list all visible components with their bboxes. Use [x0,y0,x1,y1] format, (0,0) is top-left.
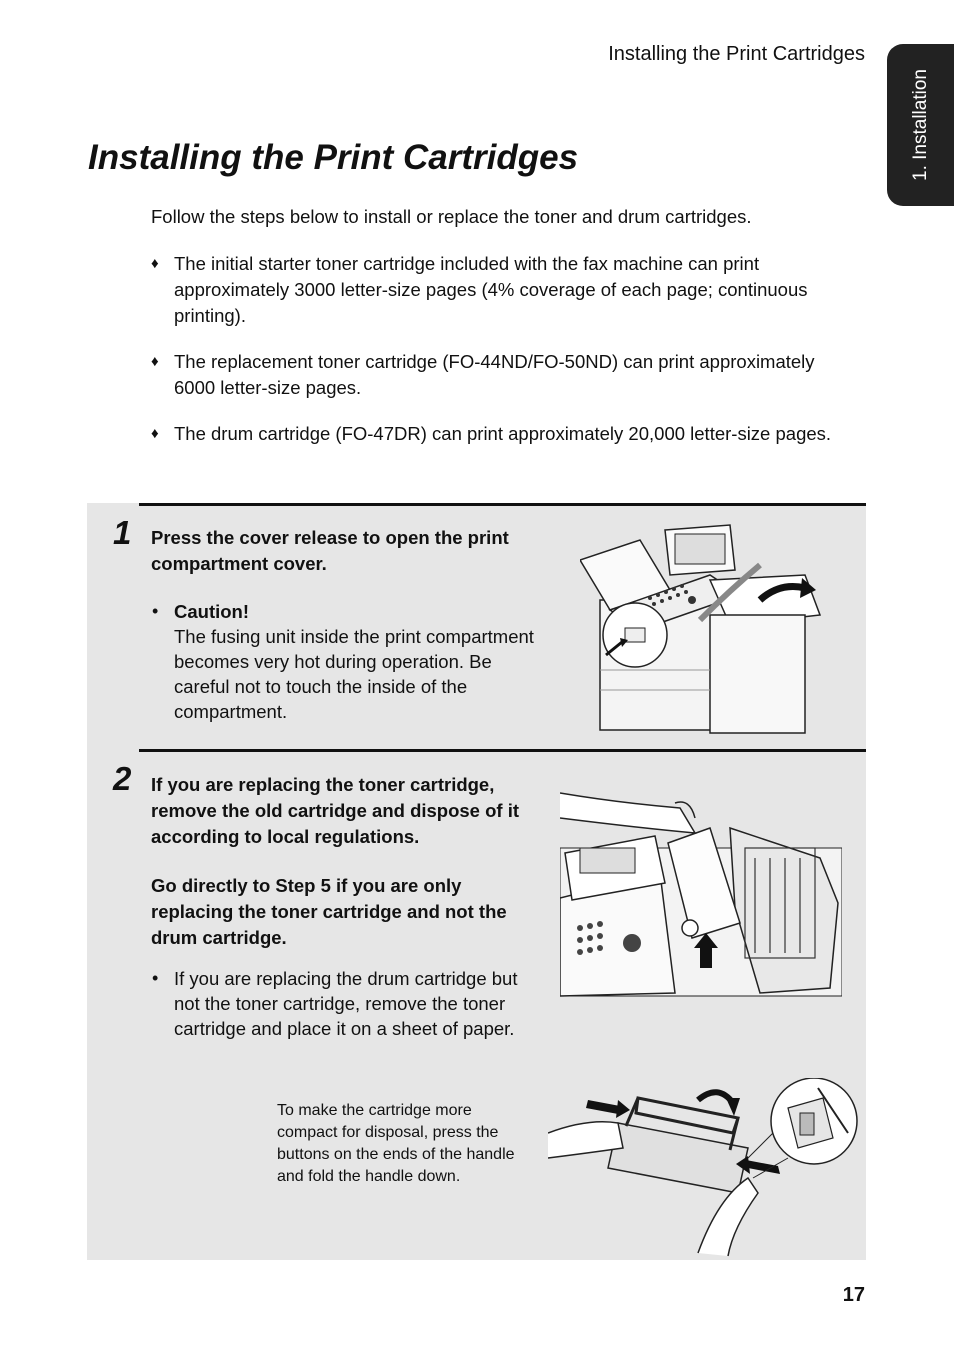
diamond-bullet-icon: ♦ [151,255,159,272]
step-2-sub-bullet [152,966,529,1041]
info-bullet-text: The replacement toner cartridge (FO-44ND/FO-50ND) can print approximately 6000 letter-size pages. [174,351,815,398]
diamond-bullet-icon: ♦ [151,425,159,442]
step-2-number: 2 [113,760,132,797]
step-2-rule [139,749,866,752]
caution-title: Caution! [174,601,250,622]
diamond-bullet-icon: ♦ [151,353,159,370]
step-1-rule [139,503,866,506]
chapter-tab [887,44,954,206]
step-2-shortcut-instruction: Go directly to Step 5 if you are only replacing the toner cartridge and not the drum cartridge. [151,875,507,948]
info-bullet-text: The drum cartridge (FO-47DR) can print approximately 20,000 letter-size pages. [174,423,832,444]
step-1-number: 1 [113,514,132,551]
info-bullet [151,349,851,401]
chapter-tab-label: 1. Installation [909,69,931,181]
step-1-instruction: Press the cover release to open the print compartment cover. [151,527,509,574]
page-title: Installing the Print Cartridges [88,138,579,177]
step-2-instruction: If you are replacing the toner cartridge, remove the old cartridge and dispose of it according to local regulations. [151,774,520,847]
info-bullet [151,251,851,329]
caution-text: The fusing unit inside the print compartment becomes very hot during operation. Be careful not to touch the inside of the compartment. [174,626,534,722]
step-1-caution [152,599,534,724]
info-bullet-list [151,251,851,467]
bullet-dot-icon: • [152,968,159,988]
bullet-dot-icon: • [152,601,159,621]
info-bullet [151,421,851,447]
running-header: Installing the Print Cartridges [608,43,865,65]
disposal-note: To make the cartridge more compact for disposal, press the buttons on the ends of the handle and fold the handle down. [277,1102,515,1185]
page-number: 17 [842,1284,865,1306]
info-bullet-text: The initial starter toner cartridge included with the fax machine can print approximately 3000 letter-size pages (4% coverage of each page; continuous printing). [174,253,808,326]
toner-cartridge-removal-illustration [560,788,842,998]
fold-handle-illustration [548,1078,860,1258]
fax-machine-open-cover-illustration [580,520,825,740]
step-2-sub-bullet-text: If you are replacing the drum cartridge but not the toner cartridge, remove the toner cartridge and place it on a sheet of paper. [174,968,518,1039]
intro-text: Follow the steps below to install or replace the toner and drum cartridges. [151,206,752,227]
